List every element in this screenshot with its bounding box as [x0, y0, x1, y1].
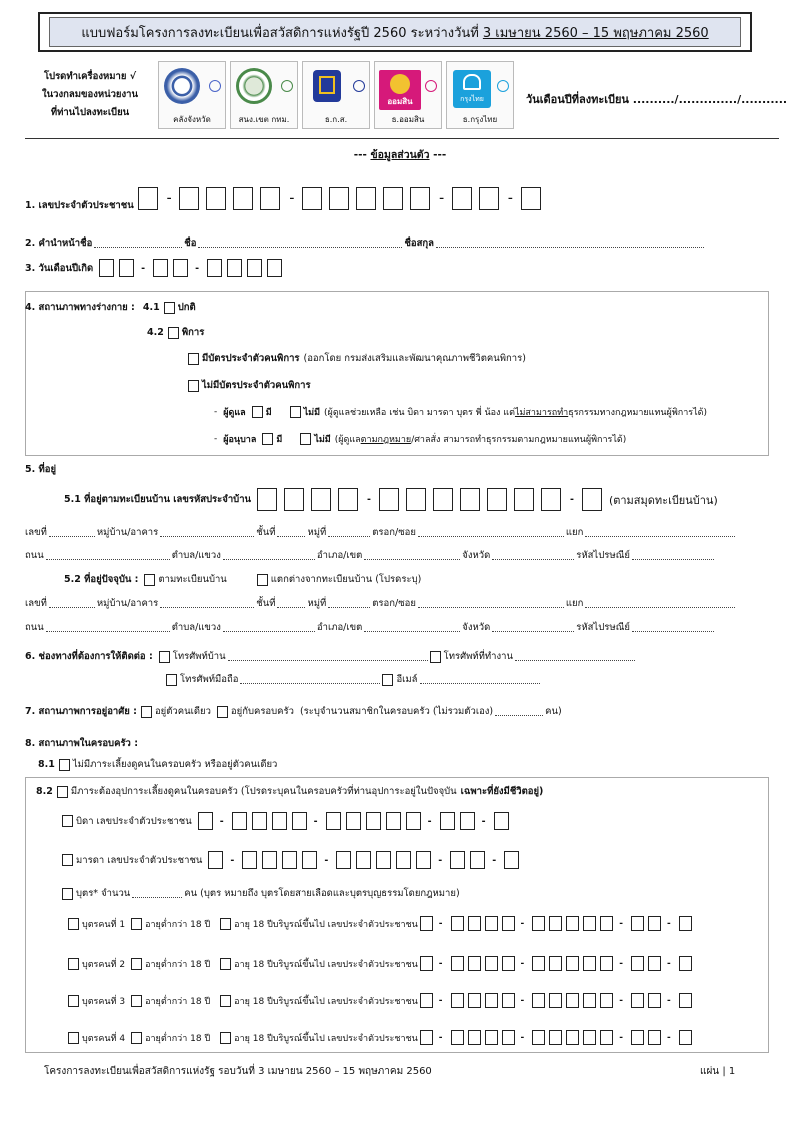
- q1-label: 1. เลขประจำตัวประชาชน: [25, 200, 134, 211]
- guardian-row: - ผู้อนุบาล มี ไม่มี (ผู้ดูแล ตามกฎหมาย /ศาลสั่ง สามารถทำธุรกรรมตามกฎหมายแทนผู้พิการได้): [214, 434, 627, 445]
- district-2-label: อำเภอ/เขต: [316, 622, 363, 633]
- title-dash-left: ---: [353, 149, 367, 161]
- road-field[interactable]: [46, 551, 170, 560]
- id-number-boxes[interactable]: – – – –: [138, 187, 548, 210]
- agency-label-4: ธ.ออมสิน: [391, 115, 425, 124]
- contact-label: 6. ช่องทางที่ต้องการให้ติดต่อ :: [25, 651, 153, 662]
- addr1-line-1: [25, 525, 737, 540]
- family-status-label: 8. สถานภาพในครอบครัว :: [25, 738, 138, 749]
- normal-label: ปกติ: [177, 302, 196, 313]
- same-address-label: ตามทะเบียนบ้าน: [158, 574, 227, 585]
- ktb-logo-text: กรุงไทย: [460, 95, 484, 103]
- q4-card-yes-row: [188, 351, 526, 366]
- child-3-over18-label: อายุ 18 ปีบริบูรณ์ขึ้นไป เลขประจำตัวประชาชน: [234, 996, 418, 1007]
- soi-label: ตรอก/ซอย: [372, 527, 416, 538]
- soi-2-label: ตรอก/ซอย: [372, 598, 416, 609]
- village-2-label: หมู่บ้าน/อาคาร: [96, 598, 159, 609]
- same-address-checkbox[interactable]: [144, 574, 155, 586]
- floor-label: ชั้นที่: [256, 527, 276, 538]
- child-2-label: บุตรคนที่ 2: [82, 959, 126, 970]
- subdistrict-field[interactable]: [223, 551, 315, 560]
- district-2-field[interactable]: [364, 623, 460, 632]
- carer-yes-checkbox[interactable]: [252, 406, 263, 418]
- postcode-label: รหัสไปรษณีย์: [576, 550, 630, 561]
- child-1-over18-checkbox[interactable]: [220, 918, 231, 930]
- agency-radio-1[interactable]: [209, 80, 221, 92]
- email-checkbox[interactable]: [382, 674, 393, 686]
- child-1-label: บุตรคนที่ 1: [82, 919, 126, 930]
- child-2-over18-checkbox[interactable]: [220, 958, 231, 970]
- subdistrict-2-label: ตำบล/แขวง: [171, 622, 221, 633]
- village-field[interactable]: [160, 528, 254, 537]
- subdistrict-2-field[interactable]: [223, 623, 315, 632]
- child-row-4: [68, 1030, 696, 1045]
- has-dependents-bold: เฉพาะที่ยังมีชีวิตอยู่): [460, 786, 544, 797]
- addr2-line-2: [25, 620, 716, 635]
- has-dependents-checkbox[interactable]: [57, 786, 68, 798]
- guardian-label: ผู้อนุบาล: [223, 435, 257, 445]
- firstname-field[interactable]: [198, 239, 402, 248]
- q5-2-row: [64, 572, 421, 587]
- title-text: แบบฟอร์มโครงการลงทะเบียนเพื่อสวัสดิการแห่งรัฐปี 2560 ระหว่างวันที่: [81, 25, 479, 41]
- q4-card-no-row: [188, 378, 311, 393]
- agency-label-2: สนง.เขต กทม.: [238, 115, 290, 124]
- q6-row-2: [166, 672, 542, 687]
- floor-2-field[interactable]: [277, 599, 305, 608]
- province-2-label: จังหวัด: [462, 622, 491, 633]
- prefix-label: 2. คำนำหน้าชื่อ: [25, 238, 93, 249]
- father-label: บิดา เลขประจำตัวประชาชน: [76, 815, 192, 827]
- house-no-2-field[interactable]: [49, 599, 95, 608]
- diff-address-checkbox[interactable]: [257, 574, 268, 586]
- children-row: [62, 886, 460, 901]
- family-count-unit: คน): [545, 706, 562, 717]
- home-phone-field[interactable]: [228, 652, 428, 661]
- village-2-field[interactable]: [160, 599, 254, 608]
- carer-no-checkbox[interactable]: [290, 406, 301, 418]
- child-row-3: [68, 993, 696, 1008]
- child-4-under18-label: อายุต่ำกว่า 18 ปี: [145, 1033, 211, 1044]
- normal-checkbox[interactable]: [164, 302, 175, 314]
- province-label: จังหวัด: [462, 550, 491, 561]
- mother-label: มารดา เลขประจำตัวประชาชน: [76, 854, 203, 866]
- subdistrict-label: ตำบล/แขวง: [171, 550, 221, 561]
- carer-no-label: ไม่มี: [303, 408, 321, 418]
- section-title-text: ข้อมูลส่วนตัว: [370, 149, 430, 161]
- home-phone-label: โทรศัพท์บ้าน: [172, 651, 226, 662]
- agency-label-3: ธ.ก.ส.: [324, 115, 348, 124]
- instruction-line-2: ในวงกลมของหน่วยงาน: [42, 89, 138, 100]
- agency-label-5: ธ.กรุงไทย: [462, 115, 498, 124]
- child-4-id-boxes[interactable]: - - - -: [420, 1030, 696, 1045]
- form-title: [49, 17, 741, 47]
- physical-status-label: 4. สถานภาพทางร่างกาย :: [25, 302, 135, 313]
- moo-2-label: หมู่ที่: [307, 598, 327, 609]
- live-family-label: อยู่กับครอบครัว: [230, 706, 294, 717]
- card-no-checkbox[interactable]: [188, 380, 199, 392]
- child-3-id-boxes[interactable]: - - - -: [420, 993, 696, 1008]
- house-no-label: เลขที่: [25, 527, 47, 538]
- agency-radio-5[interactable]: [497, 80, 509, 92]
- agency-baac[interactable]: [302, 61, 370, 129]
- child-4-over18-label: อายุ 18 ปีบริบูรณ์ขึ้นไป เลขประจำตัวประชาชน: [234, 1033, 418, 1044]
- live-alone-label: อยู่ตัวคนเดียว: [154, 706, 211, 717]
- treasury-logo-icon: [164, 68, 200, 104]
- floor-field[interactable]: [277, 528, 305, 537]
- address-label: 5. ที่อยู่: [25, 464, 57, 475]
- junction-2-label: แยก: [565, 598, 584, 609]
- carer-note-underlined: ไม่สามารถทำ: [514, 408, 569, 418]
- instruction-line-3: ที่ท่านไปลงทะเบียน: [50, 107, 130, 118]
- child-1-checkbox[interactable]: [68, 918, 79, 930]
- mother-checkbox[interactable]: [62, 854, 73, 866]
- current-address-label: 5.2 ที่อยู่ปัจจุบัน :: [64, 574, 139, 585]
- disabled-checkbox[interactable]: [168, 327, 179, 339]
- father-row: [62, 812, 514, 830]
- q2-row: [25, 236, 706, 251]
- junction-2-field[interactable]: [585, 599, 735, 608]
- no-dependents-checkbox[interactable]: [59, 759, 70, 771]
- family-count-field[interactable]: [495, 707, 543, 716]
- carer-note-b: ธุรกรรมทางกฎหมายแทนผู้พิการได้): [568, 408, 707, 418]
- baac-logo-icon: [313, 70, 341, 102]
- child-2-over18-label: อายุ 18 ปีบริบูรณ์ขึ้นไป เลขประจำตัวประชาชน: [234, 959, 418, 970]
- q4-row-2: [147, 325, 204, 340]
- work-phone-field[interactable]: [515, 652, 635, 661]
- opt-4-2-num: 4.2: [147, 327, 164, 338]
- mother-row: [62, 851, 524, 869]
- house-code-boxes[interactable]: - -: [257, 488, 609, 511]
- postcode-field[interactable]: [632, 551, 714, 560]
- province-2-field[interactable]: [492, 623, 574, 632]
- ktb-logo-icon: [453, 70, 491, 108]
- guardian-note-a: (ผู้ดูแล: [334, 435, 361, 445]
- father-id-boxes[interactable]: - - - -: [198, 812, 514, 830]
- guardian-yes-checkbox[interactable]: [262, 433, 273, 445]
- agency-instruction: [28, 68, 152, 122]
- agency-logos: [158, 61, 514, 129]
- child-3-over18-checkbox[interactable]: [220, 995, 231, 1007]
- agency-label-1: คลังจังหวัด: [173, 115, 211, 124]
- work-phone-checkbox[interactable]: [430, 651, 441, 663]
- child-4-over18-checkbox[interactable]: [220, 1032, 231, 1044]
- disabled-label: พิการ: [181, 327, 205, 338]
- district-label: อำเภอ/เขต: [316, 550, 363, 561]
- child-2-id-boxes[interactable]: - - - -: [420, 956, 696, 971]
- card-yes-note: (ออกโดย กรมส่งเสริมและพัฒนาคุณภาพชีวิตคนพิการ): [303, 353, 526, 364]
- registered-address-note: (ตามสมุดทะเบียนบ้าน): [608, 493, 718, 507]
- surname-field[interactable]: [436, 239, 704, 248]
- carer-note-a: (ผู้ดูแลช่วยเหลือ เช่น บิดา มารดา บุตร พี่ น้อง แต่: [324, 408, 515, 418]
- instruction-line-1: โปรดทำเครื่องหมาย √: [43, 71, 137, 82]
- child-1-under18-label: อายุต่ำกว่า 18 ปี: [145, 919, 211, 930]
- opt-8-2-num: 8.2: [36, 786, 53, 797]
- guardian-yes-label: มี: [276, 435, 283, 445]
- road-2-label: ถนน: [25, 622, 44, 633]
- guardian-note-underlined: ตามกฎหมาย: [360, 435, 412, 445]
- children-checkbox[interactable]: [62, 888, 73, 900]
- child-2-checkbox[interactable]: [68, 958, 79, 970]
- mobile-label: โทรศัพท์มือถือ: [180, 674, 239, 685]
- agency-radio-4[interactable]: [425, 80, 437, 92]
- guardian-note-b: /ศาลสั่ง สามารถทำธุรกรรมตามกฎหมายแทนผู้พิการได้): [411, 435, 627, 445]
- living-status-label: 7. สถานภาพการอยู่อาศัย :: [25, 706, 137, 717]
- section-personal-info: [0, 146, 800, 163]
- road-2-field[interactable]: [46, 623, 170, 632]
- carer-label: ผู้ดูแล: [223, 408, 246, 418]
- child-1-id-boxes[interactable]: - - - -: [420, 916, 696, 931]
- q1-row: [25, 184, 548, 213]
- card-yes-checkbox[interactable]: [188, 353, 199, 365]
- guardian-no-checkbox[interactable]: [300, 433, 311, 445]
- district-field[interactable]: [364, 551, 460, 560]
- children-note: คน (บุตร หมายถึง บุตรโดยสายเลือดและบุตรบุญธรรมโดยกฎหมาย): [184, 888, 460, 899]
- mobile-field[interactable]: [240, 675, 380, 684]
- q5-row: [25, 462, 56, 477]
- q6-row-1: [25, 649, 637, 664]
- child-1-under18-checkbox[interactable]: [131, 918, 142, 930]
- card-no-label: ไม่มีบัตรประจำตัวคนพิการ: [202, 380, 311, 391]
- q8-row: [25, 736, 138, 751]
- title-dash-right: ---: [433, 149, 447, 161]
- child-2-under18-checkbox[interactable]: [131, 958, 142, 970]
- title-dates: 3 เมษายน 2560 – 15 พฤษภาคม 2560: [482, 25, 709, 41]
- carer-yes-label: มี: [265, 408, 272, 418]
- card-yes-label: มีบัตรประจำตัวคนพิการ: [202, 353, 300, 364]
- children-count-field[interactable]: [132, 889, 182, 898]
- child-2-under18-label: อายุต่ำกว่า 18 ปี: [145, 959, 211, 970]
- child-row-1: [68, 916, 696, 931]
- carer-row: - ผู้ดูแล มี ไม่มี (ผู้ดูแลช่วยเหลือ เช่น บิดา มารดา บุตร พี่ น้อง แต่ ไม่สามารถทำ ธุรกรรมทางกฎหมายแทนผู้พิการได้): [214, 407, 707, 418]
- email-label: อีเมล์: [396, 674, 418, 685]
- footer-text: โครงการลงทะเบียนเพื่อสวัสดิการแห่งรัฐ รอบวันที่ 3 เมษายน 2560 – 15 พฤษภาคม 2560: [44, 1066, 432, 1077]
- mother-id-boxes[interactable]: - - - -: [208, 851, 524, 869]
- q5-1-row: [64, 488, 718, 511]
- has-dependents-label: มีภาระต้องอุปการะเลี้ยงดูคนในครอบครัว (โปรดระบุคนในครอบครัวที่ท่านอุปการะอยู่ในปัจจุบัน: [70, 786, 457, 797]
- road-label: ถนน: [25, 550, 44, 561]
- child-3-under18-checkbox[interactable]: [131, 995, 142, 1007]
- work-phone-label: โทรศัพท์ที่ทำงาน: [443, 651, 513, 662]
- house-no-2-label: เลขที่: [25, 598, 47, 609]
- village-label: หมู่บ้าน/อาคาร: [96, 527, 159, 538]
- agency-radio-3[interactable]: [353, 80, 365, 92]
- addr2-line-1: [25, 596, 737, 611]
- no-dependents-label: ไม่มีภาระเลี้ยงดูคนในครอบครัว หรืออยู่ตัวคนเดียว: [72, 759, 278, 770]
- junction-field[interactable]: [585, 528, 735, 537]
- opt-8-1-num: 8.1: [38, 759, 55, 770]
- q8-2-row: [36, 784, 543, 799]
- child-3-under18-label: อายุต่ำกว่า 18 ปี: [145, 996, 211, 1007]
- gsb-logo-text: ออมสิน: [387, 97, 413, 106]
- children-label: บุตร* จำนวน: [76, 888, 131, 899]
- q8-1-row: [38, 757, 277, 772]
- header-divider: [25, 138, 779, 139]
- page-number: แผ่น | 1: [700, 1066, 736, 1077]
- postcode-2-field[interactable]: [632, 623, 714, 632]
- birthdate-boxes[interactable]: - -: [99, 259, 287, 277]
- prefix-field[interactable]: [94, 239, 182, 248]
- postcode-2-label: รหัสไปรษณีย์: [576, 622, 630, 633]
- email-field[interactable]: [420, 675, 540, 684]
- child-4-label: บุตรคนที่ 4: [82, 1033, 126, 1044]
- moo-2-field[interactable]: [328, 599, 370, 608]
- q3-row: [25, 259, 287, 277]
- mobile-checkbox[interactable]: [166, 674, 177, 686]
- diff-address-label: แตกต่างจากทะเบียนบ้าน (โปรดระบุ): [270, 574, 422, 585]
- soi-2-field[interactable]: [418, 599, 564, 608]
- registered-address-label: 5.1 ที่อยู่ตามทะเบียนบ้าน เลขรหัสประจำบ้าน: [64, 494, 252, 505]
- agency-ktb[interactable]: [446, 61, 514, 129]
- agency-gsb[interactable]: [374, 61, 442, 129]
- moo-field[interactable]: [328, 528, 370, 537]
- title-frame: [38, 12, 752, 52]
- house-no-field[interactable]: [49, 528, 95, 537]
- child-3-label: บุตรคนที่ 3: [82, 996, 126, 1007]
- addr1-line-2: [25, 548, 716, 563]
- child-3-checkbox[interactable]: [68, 995, 79, 1007]
- firstname-label: ชื่อ: [184, 238, 197, 249]
- child-1-over18-label: อายุ 18 ปีบริบูรณ์ขึ้นไป เลขประจำตัวประชาชน: [234, 919, 418, 930]
- live-alone-checkbox[interactable]: [141, 706, 152, 718]
- father-checkbox[interactable]: [62, 815, 73, 827]
- q7-row: [25, 704, 562, 719]
- q4-row-1: [25, 300, 196, 315]
- family-count-note: (ระบุจำนวนสมาชิกในครอบครัว (ไม่รวมตัวเอง): [299, 706, 494, 717]
- moo-label: หมู่ที่: [307, 527, 327, 538]
- agency-radio-2[interactable]: [281, 80, 293, 92]
- child-4-under18-checkbox[interactable]: [131, 1032, 142, 1044]
- junction-label: แยก: [565, 527, 584, 538]
- birthdate-label: 3. วันเดือนปีเกิด: [25, 262, 94, 274]
- agency-bkk-district[interactable]: [230, 61, 298, 129]
- child-4-checkbox[interactable]: [68, 1032, 79, 1044]
- registration-date[interactable]: วันเดือนปีที่ลงทะเบียน ........../............../...........: [526, 93, 788, 106]
- guardian-no-label: ไม่มี: [314, 435, 331, 445]
- home-phone-checkbox[interactable]: [159, 651, 170, 663]
- bkk-seal-icon: [236, 68, 272, 104]
- opt-4-1-num: 4.1: [142, 302, 160, 313]
- gsb-logo-icon: [379, 70, 421, 110]
- floor-2-label: ชั้นที่: [256, 598, 276, 609]
- live-family-checkbox[interactable]: [217, 706, 228, 718]
- surname-label: ชื่อสกุล: [404, 238, 434, 249]
- soi-field[interactable]: [418, 528, 564, 537]
- child-row-2: [68, 956, 696, 971]
- agency-provincial-treasury[interactable]: [158, 61, 226, 129]
- province-field[interactable]: [492, 551, 574, 560]
